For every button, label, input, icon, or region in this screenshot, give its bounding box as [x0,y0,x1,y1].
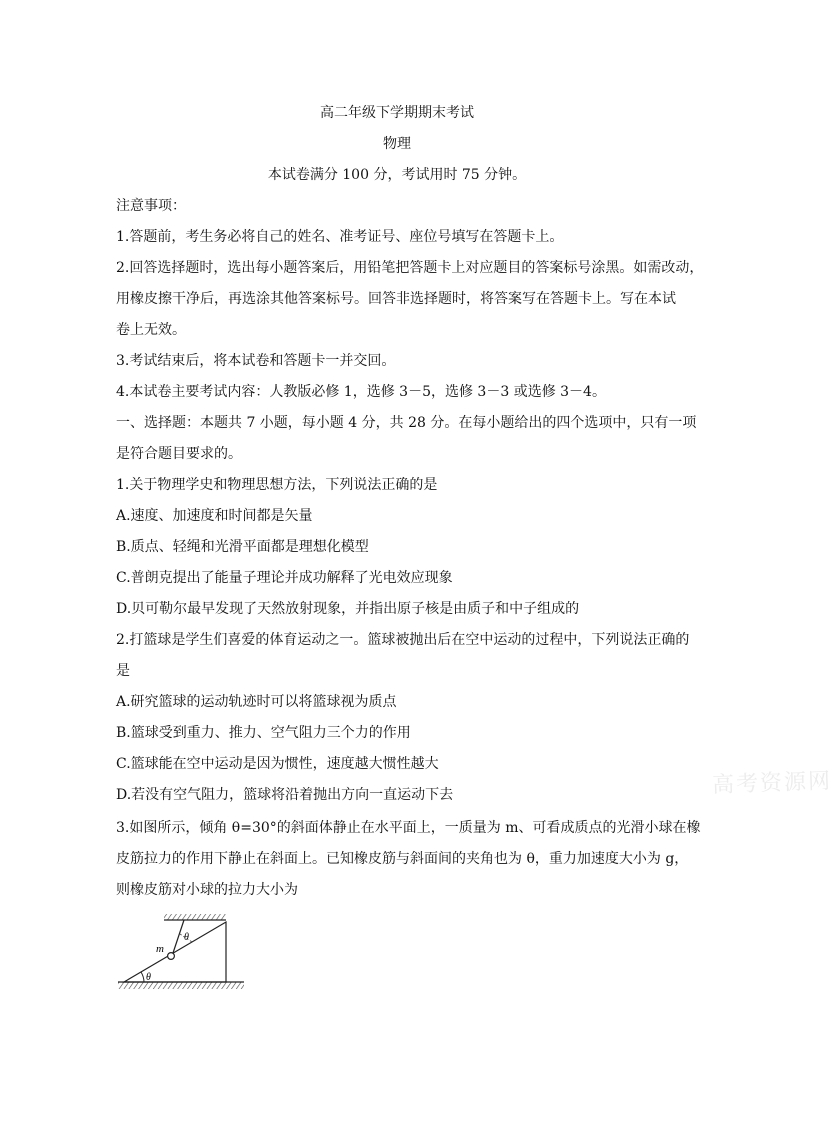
ground-hatch [118,982,244,989]
note-2-line-2: 用橡皮擦干净后，再选涂其他答案标号。回答非选择题时，将答案写在答题卡上。写在本试 [116,291,676,307]
q3-stem-line-1: 3.如图所示，倾角 θ=30°的斜面体静止在水平面上，一质量为 m、可看成质点的光滑小球在橡 [116,820,701,836]
mass-label: m [156,943,164,955]
q2-stem-line-2: 是 [116,663,130,679]
exam-info: 本试卷满分 100 分，考试用时 75 分钟。 [267,167,527,183]
q1-stem: 1.关于物理学史和物理思想方法，下列说法正确的是 [116,477,438,493]
notes-heading: 注意事项： [116,198,186,214]
q1-option-d: D.贝可勒尔最早发现了天然放射现象，并指出原子核是由质子和中子组成的 [116,601,580,617]
q3-stem-line-3: 则橡皮筋对小球的拉力大小为 [116,882,298,898]
q2-option-b: B.篮球受到重力、推力、空气阻力三个力的作用 [116,725,411,741]
note-4: 4.本试卷主要考试内容：人教版必修 1，选修 3－5，选修 3－3 或选修 3－4。 [116,384,606,400]
note-3: 3.考试结束后，将本试卷和答题卡一并交回。 [116,353,396,369]
section1-heading-line-2: 是符合题目要求的。 [116,446,242,462]
watermark: 高考资源网 [711,768,833,799]
note-2-line-1: 2.回答选择题时，选出每小题答案后，用铅笔把答题卡上对应题目的答案标号涂黑。如需改动， [116,260,704,276]
q1-option-c: C.普朗克提出了能量子理论并成功解释了光电效应现象 [116,570,453,586]
q3-stem-line-2: 皮筋拉力的作用下静止在斜面上。已知橡皮筋与斜面间的夹角也为 θ，重力加速度大小为 g， [116,851,689,867]
ball [168,953,175,960]
incline-diagram [114,912,248,992]
ceiling-hatch [164,914,226,920]
base-angle-arc [141,972,144,982]
q2-option-c: C.篮球能在空中运动是因为惯性，速度越大惯性越大 [116,756,439,772]
exam-title: 高二年级下学期期末考试 [320,105,474,121]
q1-option-a: A.速度、加速度和时间都是矢量 [116,508,313,524]
subject-title: 物理 [383,136,411,152]
note-1: 1.答题前，考生务必将自己的姓名、准考证号、座位号填写在答题卡上。 [116,229,564,245]
note-2-line-3: 卷上无效。 [116,322,186,338]
theta-label-top: θ [184,932,189,943]
incline-body [124,922,226,982]
section1-heading-line-1: 一、选择题：本题共 7 小题，每小题 4 分，共 28 分。在每小题给出的四个选项中，只有一项 [116,415,697,431]
q2-stem-line-1: 2.打篮球是学生们喜爱的体育运动之一。篮球被抛出后在空中运动的过程中，下列说法正确的 [116,632,690,648]
q2-option-a: A.研究篮球的运动轨迹时可以将篮球视为质点 [116,694,397,710]
q1-option-b: B.质点、轻绳和光滑平面都是理想化模型 [116,539,369,555]
q2-option-d: D.若没有空气阻力，篮球将沿着抛出方向一直运动下去 [116,787,454,803]
theta-label-bottom: θ [146,972,151,983]
